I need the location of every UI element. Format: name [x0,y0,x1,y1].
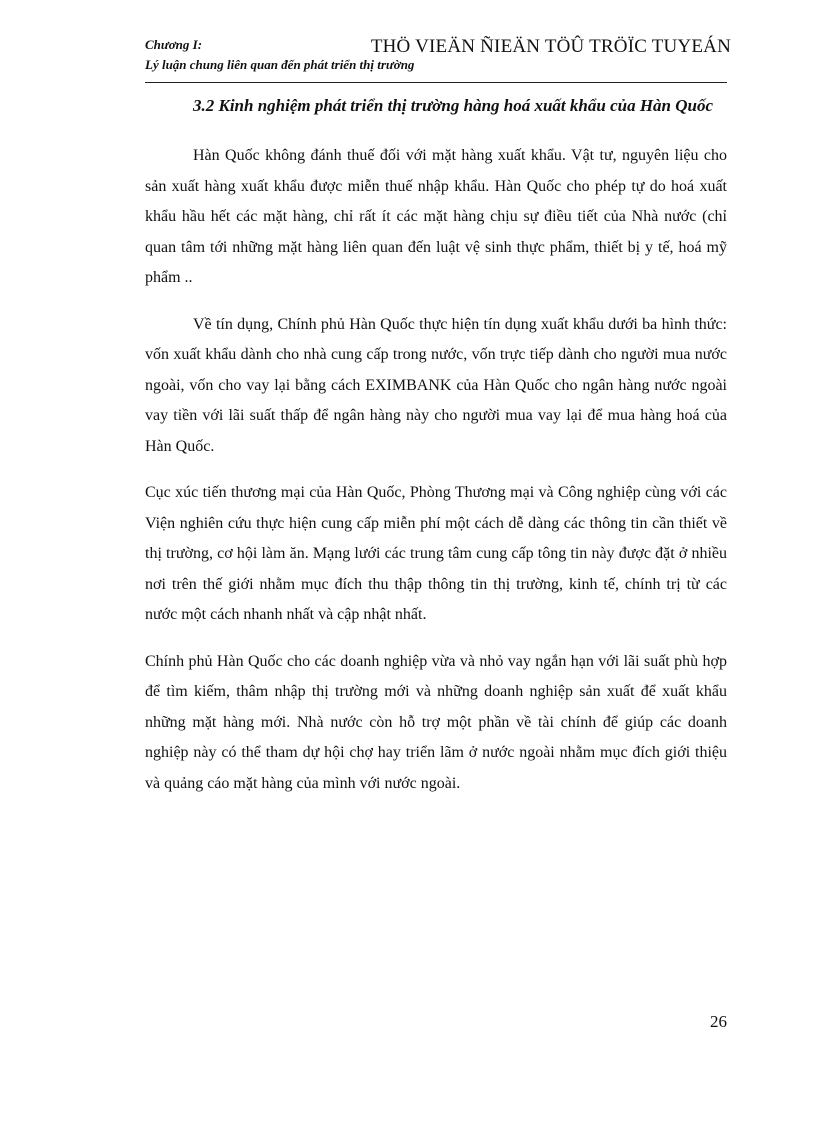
page-header [145,36,731,84]
library-watermark: THÖ VIEÄN ÑIEÄN TÖÛ TRÖÏC TUYEÁN [370,36,731,57]
section-heading: 3.2 Kinh nghiệm phát triển thị trường hàng hoá xuất khẩu của Hàn Quốc [193,96,714,115]
paragraph-3: Cục xúc tiến thương mại của Hàn Quốc, Phòng Thương mại và Công nghiệp cùng với các Viện nghiên cứu thực hiện cung cấp miễn phí một cách dễ dàng các thông tin cần thiết về thị trường, cơ hội làm ăn. Mạng lưới các trung tâm cung cấp tông tin này được đặt ở nhiều nơi trên thế giới nhằm mục đích thu thập thông tin thị trường, kinh tế, chính trị từ các nước một cách nhanh nhất và cập nhật nhất. [145,484,727,623]
paragraph-4: Chính phủ Hàn Quốc cho các doanh nghiệp vừa và nhỏ vay ngắn hạn với lãi suất phù hợp để tìm kiếm, thâm nhập thị trường mới và những doanh nghiệp sản xuất để xuất khẩu những mặt hàng mới. Nhà nước còn hỗ trợ một phần về tài chính để giúp các doanh nghiệp này có thể tham dự hội chợ hay triển lãm ở nước ngoài nhằm mục đích giới thiệu và quảng cáo mặt hàng của mình với nước ngoài. [145,652,727,792]
paragraph-1: Hàn Quốc không đánh thuế đối với mặt hàng xuất khẩu. Vật tư, nguyên liệu cho sản xuất hàng xuất khẩu được miễn thuế nhập khẩu. Hàn Quốc cho phép tự do hoá xuất khẩu hầu hết các mặt hàng, chỉ rất ít các mặt hàng chịu sự điều tiết của Nhà nước (chỉ quan tâm tới những mặt hàng liên quan đến luật vệ sinh thực phẩm, thiết bị y tế, hoá mỹ phẩm .. [145,147,727,286]
header-divider [145,82,727,83]
paragraph-2: Về tín dụng, Chính phủ Hàn Quốc thực hiện tín dụng xuất khẩu dưới ba hình thức: vốn xuất khẩu dành cho nhà cung cấp trong nước, vốn trực tiếp dành cho người mua nước ngoài, vốn cho vay lại bằng cách EXIMBANK của Hàn Quốc cho ngân hàng nước ngoài vay tiền với lãi suất thấp để ngân hàng này cho người mua vay lại để mua hàng hoá của Hàn Quốc. [145,315,727,455]
chapter-label: Chương I: [145,37,203,52]
page-number: 26 [710,1012,727,1031]
document-body [145,90,727,815]
chapter-subtitle: Lý luận chung liên quan đến phát triển thị trường [145,57,415,72]
